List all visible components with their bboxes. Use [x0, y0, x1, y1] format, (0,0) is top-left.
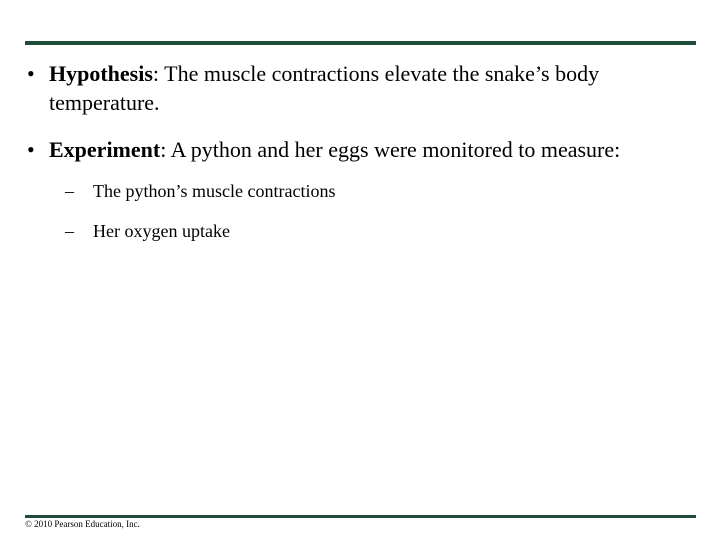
copyright-notice: © 2010 Pearson Education, Inc.	[25, 519, 140, 529]
bottom-divider	[25, 515, 696, 518]
sub-item-text: Her oxygen uptake	[93, 221, 230, 241]
bullet-body	[49, 59, 689, 117]
sub-item-marker: –	[65, 181, 74, 201]
top-divider	[25, 41, 696, 45]
bullet-marker: •	[27, 137, 35, 162]
bullet-text: : The muscle contractions elevate the snake’s body temperature.	[49, 61, 600, 115]
bullet-body	[49, 135, 689, 164]
bullet-marker: •	[27, 61, 35, 86]
bullet-term: Hypothesis	[49, 61, 153, 86]
bullet-text: : A python and her eggs were monitored to measure:	[160, 137, 621, 162]
sub-item-marker: –	[65, 221, 74, 241]
bullet-term: Experiment	[49, 137, 161, 162]
sub-item-text: The python’s muscle contractions	[93, 181, 336, 201]
